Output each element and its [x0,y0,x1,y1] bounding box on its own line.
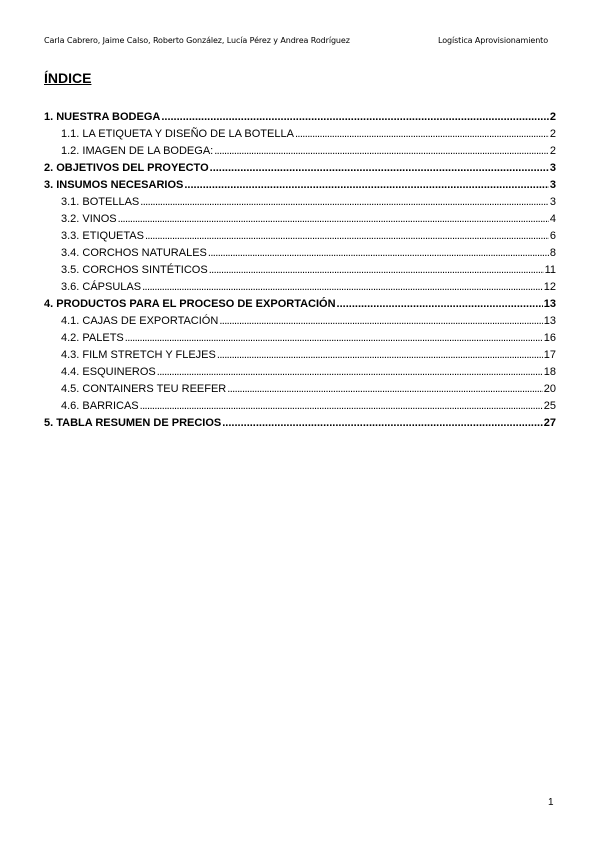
toc-entry-title: 4. PRODUCTOS PARA EL PROCESO DE EXPORTACIÓN [44,298,336,310]
toc-entry-title: 4.4. ESQUINEROS [61,366,156,378]
toc-entry-title: 4.1. CAJAS DE EXPORTACIÓN [61,315,219,327]
toc-entry-title: 2. OBJETIVOS DEL PROYECTO [44,162,209,174]
page-title: ÍNDICE [44,70,92,86]
toc-leader-dots [208,245,549,262]
toc-entry-title: 1. NUESTRA BODEGA [44,111,161,123]
toc-entry[interactable] [44,228,556,245]
toc-leader-dots [140,398,543,415]
toc-entry[interactable] [44,126,556,143]
toc-entry[interactable] [44,177,556,194]
toc-entry-page: 25 [543,400,556,412]
toc-leader-dots [145,228,549,245]
toc-leader-dots [222,415,543,432]
toc-entry-title: 1.2. IMAGEN DE LA BODEGA: [61,145,214,157]
toc-entry-page: 17 [543,349,556,361]
toc-leader-dots [161,109,549,126]
toc-entry-page: 2 [549,128,556,140]
toc-entry-page: 3 [549,179,556,191]
toc-entry[interactable] [44,381,556,398]
toc-entry-page: 3 [549,196,556,208]
toc-entry-title: 3.3. ETIQUETAS [61,230,144,242]
toc-entry[interactable] [44,211,556,228]
toc-entry-page: 18 [543,366,556,378]
toc-leader-dots [125,330,543,347]
toc-leader-dots [210,160,549,177]
toc-entry-page: 6 [549,230,556,242]
toc-leader-dots [184,177,549,194]
toc-leader-dots [209,262,544,279]
toc-leader-dots [140,194,549,211]
toc-entry-page: 2 [549,111,556,123]
toc-entry-page: 4 [549,213,556,225]
toc-entry-page: 20 [543,383,556,395]
toc-entry-page: 8 [549,247,556,259]
toc-entry[interactable] [44,296,556,313]
toc-leader-dots [157,364,543,381]
toc-leader-dots [337,296,543,313]
toc-entry-page: 13 [543,298,556,310]
toc-leader-dots [118,211,549,228]
toc-leader-dots [295,126,549,143]
header-authors: Carla Cabrero, Jaime Calso, Roberto González, Lucía Pérez y Andrea Rodríguez [44,36,350,45]
toc-entry-title: 4.2. PALETS [61,332,124,344]
toc-entry[interactable] [44,398,556,415]
page-header [44,36,550,48]
toc-entry-page: 3 [549,162,556,174]
toc-entry-title: 3. INSUMOS NECESARIOS [44,179,184,191]
toc-entry-title: 3.2. VINOS [61,213,117,225]
toc-entry-title: 4.5. CONTAINERS TEU REEFER [61,383,227,395]
toc-entry-title: 3.4. CORCHOS NATURALES [61,247,207,259]
toc-entry-title: 4.6. BARRICAS [61,400,139,412]
toc-entry[interactable] [44,194,556,211]
toc-entry-page: 11 [544,264,556,276]
header-course: Logística Aprovisionamiento [438,36,548,45]
toc-entry-title: 3.6. CÁPSULAS [61,281,142,293]
table-of-contents [44,109,556,432]
toc-entry[interactable] [44,109,556,126]
toc-entry-page: 13 [543,315,556,327]
toc-entry-page: 16 [543,332,556,344]
toc-entry-title: 1.1. LA ETIQUETA Y DISEÑO DE LA BOTELLA [61,128,294,140]
toc-entry-title: 5. TABLA RESUMEN DE PRECIOS [44,417,222,429]
toc-leader-dots [142,279,543,296]
toc-leader-dots [227,381,543,398]
toc-entry[interactable] [44,160,556,177]
toc-entry-title: 4.3. FILM STRETCH Y FLEJES [61,349,216,361]
toc-leader-dots [217,347,543,364]
toc-entry-title: 3.1. BOTELLAS [61,196,140,208]
toc-entry[interactable] [44,245,556,262]
toc-entry[interactable] [44,143,556,160]
toc-entry-title: 3.5. CORCHOS SINTÉTICOS [61,264,208,276]
toc-entry-page: 12 [543,281,556,293]
toc-entry-page: 27 [543,417,556,429]
page-number: 1 [548,797,554,808]
toc-leader-dots [219,313,542,330]
toc-entry[interactable] [44,279,556,296]
toc-entry[interactable] [44,364,556,381]
toc-entry[interactable] [44,415,556,432]
toc-entry[interactable] [44,262,556,279]
toc-entry[interactable] [44,313,556,330]
toc-entry[interactable] [44,330,556,347]
toc-entry[interactable] [44,347,556,364]
toc-entry-page: 2 [549,145,556,157]
toc-leader-dots [214,143,549,160]
